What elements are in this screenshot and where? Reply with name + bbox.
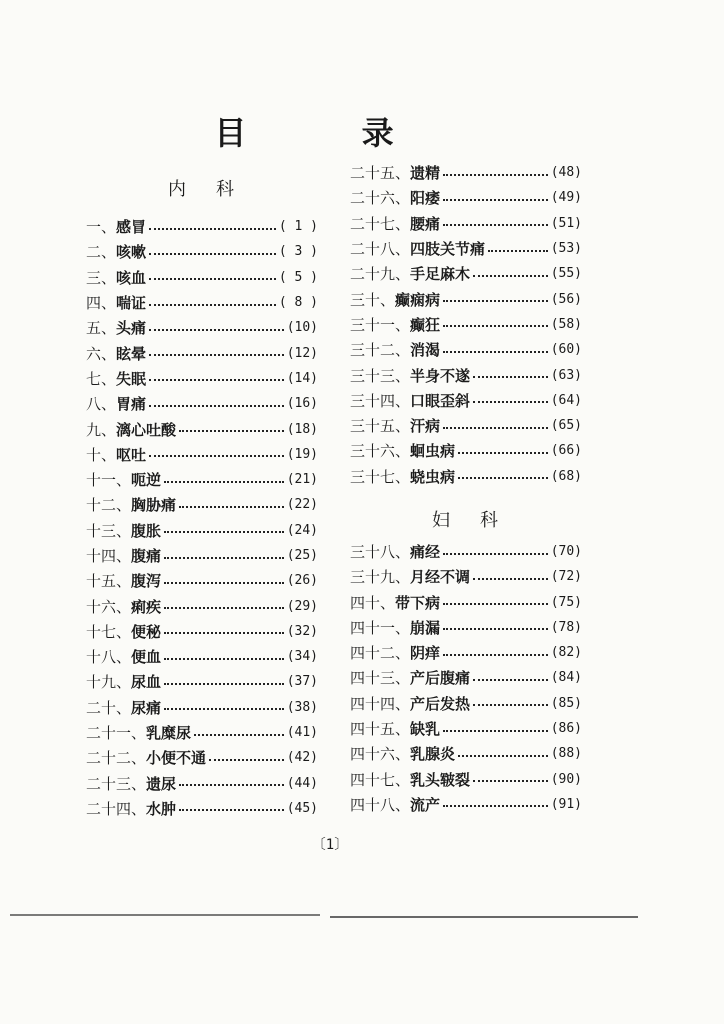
toc-entry-number: 十一、 bbox=[86, 471, 132, 490]
toc-entry-number: 三十二、 bbox=[350, 341, 411, 360]
toc-entry-page: (14) bbox=[286, 370, 318, 386]
dot-leader bbox=[443, 628, 548, 630]
toc-entry-page: (29) bbox=[286, 598, 318, 614]
toc-entry-number: 十二、 bbox=[86, 496, 132, 515]
dot-leader bbox=[164, 531, 284, 533]
dot-leader bbox=[149, 405, 284, 407]
toc-entry bbox=[350, 464, 582, 489]
toc-entry-number: 十五、 bbox=[86, 572, 132, 591]
dot-leader bbox=[443, 730, 548, 732]
toc-entry-number: 三十七、 bbox=[350, 467, 411, 486]
dot-leader bbox=[149, 278, 276, 280]
toc-entry bbox=[86, 214, 318, 239]
toc-entry-page: (90) bbox=[550, 771, 582, 787]
toc-entry-page: (68) bbox=[550, 468, 582, 484]
dot-leader bbox=[164, 658, 284, 660]
dot-leader bbox=[179, 809, 284, 811]
toc-entry-page: (51) bbox=[550, 215, 582, 231]
toc-entry-title: 癫痫病 bbox=[395, 290, 441, 309]
page-title: 目 录 bbox=[214, 114, 446, 152]
toc-entry-number: 四十五、 bbox=[350, 720, 411, 739]
toc-entry-number: 三十三、 bbox=[350, 366, 411, 385]
toc-entry-title: 蛲虫病 bbox=[410, 467, 456, 486]
toc-entry-number: 三十一、 bbox=[350, 315, 411, 334]
toc-entry-title: 遗精 bbox=[410, 164, 441, 183]
toc-entry-title: 消渴 bbox=[410, 341, 441, 360]
dot-leader bbox=[164, 557, 284, 559]
toc-entry-number: 二、 bbox=[86, 243, 117, 262]
toc-entry-page: (88) bbox=[550, 746, 582, 762]
toc-entry-page: (21) bbox=[286, 472, 318, 488]
dot-leader bbox=[473, 376, 548, 378]
dot-leader bbox=[179, 506, 284, 508]
toc-entry-page: (48) bbox=[550, 165, 582, 181]
toc-entry-number: 四十、 bbox=[350, 593, 396, 612]
toc-entry-page: (12) bbox=[286, 345, 318, 361]
toc-entry bbox=[86, 543, 318, 568]
toc-entry-page: (86) bbox=[550, 721, 582, 737]
toc-entry bbox=[350, 792, 582, 817]
dot-leader bbox=[194, 734, 284, 736]
dot-leader bbox=[473, 401, 548, 403]
scan-artifact-line bbox=[330, 916, 638, 918]
toc-entry-title: 口眼歪斜 bbox=[410, 391, 471, 410]
toc-entry-title: 小便不通 bbox=[146, 749, 207, 768]
toc-entry-title: 癫狂 bbox=[410, 315, 441, 334]
dot-leader bbox=[149, 455, 284, 457]
toc-entry-number: 一、 bbox=[86, 218, 117, 237]
toc-entry-page: (72) bbox=[550, 569, 582, 585]
dot-leader bbox=[473, 578, 548, 580]
toc-entry-number: 二十五、 bbox=[350, 164, 411, 183]
toc-entry-number: 八、 bbox=[86, 395, 117, 414]
toc-list-right-fuke bbox=[350, 539, 582, 817]
dot-leader bbox=[458, 452, 548, 454]
toc-entry-title: 腹胀 bbox=[131, 521, 162, 540]
toc-entry bbox=[86, 391, 318, 416]
toc-entry bbox=[350, 388, 582, 413]
toc-entry bbox=[350, 286, 582, 311]
dot-leader bbox=[164, 683, 284, 685]
toc-entry-number: 二十七、 bbox=[350, 214, 411, 233]
toc-entry-number: 十四、 bbox=[86, 547, 132, 565]
toc-entry-title: 腰痛 bbox=[410, 214, 441, 233]
toc-entry bbox=[86, 442, 318, 467]
toc-entry-number: 二十一、 bbox=[86, 724, 147, 743]
dot-leader bbox=[473, 780, 548, 782]
toc-entry-number: 二十、 bbox=[86, 698, 132, 717]
toc-entry-title: 缺乳 bbox=[410, 720, 441, 739]
toc-entry-number: 二十八、 bbox=[350, 240, 411, 259]
toc-entry-title: 感冒 bbox=[116, 218, 147, 237]
toc-entry-title: 痛经 bbox=[410, 543, 441, 561]
toc-entry-page: (24) bbox=[286, 522, 318, 538]
dot-leader bbox=[473, 275, 548, 277]
toc-entry bbox=[86, 568, 318, 593]
toc-entry-number: 九、 bbox=[86, 420, 117, 439]
dot-leader bbox=[209, 759, 284, 761]
toc-entry-title: 半身不遂 bbox=[410, 366, 471, 385]
toc-entry bbox=[86, 492, 318, 517]
toc-entry bbox=[86, 695, 318, 720]
toc-entry-number: 四十二、 bbox=[350, 644, 411, 663]
toc-entry bbox=[86, 669, 318, 694]
dot-leader bbox=[149, 329, 284, 331]
toc-entry-page: (91) bbox=[550, 796, 582, 812]
toc-entry-title: 呃逆 bbox=[131, 471, 162, 490]
page-number: 〔1〕 bbox=[311, 837, 349, 853]
toc-entry bbox=[86, 315, 318, 340]
toc-entry-title: 漓心吐酸 bbox=[116, 420, 177, 439]
toc-entry-title: 四肢关节痛 bbox=[410, 240, 486, 259]
toc-entry-title: 咳血 bbox=[116, 268, 147, 287]
toc-entry-page: (38) bbox=[286, 699, 318, 715]
toc-entry-page: (75) bbox=[550, 594, 582, 610]
toc-entry-page: (32) bbox=[286, 623, 318, 639]
toc-entry-title: 流产 bbox=[410, 795, 441, 814]
toc-entry-page: (37) bbox=[286, 674, 318, 690]
toc-entry-page: (56) bbox=[550, 291, 582, 307]
toc-entry-number: 二十三、 bbox=[86, 774, 147, 793]
toc-entry-number: 四十一、 bbox=[350, 618, 411, 637]
toc-entry-number: 三十四、 bbox=[350, 391, 411, 410]
toc-entry-title: 眩晕 bbox=[116, 344, 147, 363]
toc-entry-title: 带下病 bbox=[395, 593, 441, 612]
toc-entry-page: (60) bbox=[550, 342, 582, 358]
toc-entry bbox=[350, 236, 582, 261]
dot-leader bbox=[179, 430, 284, 432]
toc-entry-title: 咳嗽 bbox=[116, 243, 147, 262]
scan-artifact-line bbox=[10, 914, 320, 916]
toc-entry-number: 三十八、 bbox=[350, 543, 411, 561]
toc-entry bbox=[86, 265, 318, 290]
dot-leader bbox=[458, 477, 548, 479]
toc-entry bbox=[350, 767, 582, 792]
toc-entry-number: 三十五、 bbox=[350, 417, 411, 436]
toc-entry-number: 十三、 bbox=[86, 521, 132, 540]
toc-entry bbox=[350, 589, 582, 614]
toc-entry-title: 便秘 bbox=[131, 622, 162, 641]
toc-entry bbox=[350, 716, 582, 741]
toc-entry-number: 二十九、 bbox=[350, 265, 411, 284]
toc-entry-title: 胸胁痛 bbox=[131, 496, 177, 515]
toc-entry-number: 七、 bbox=[86, 369, 117, 388]
toc-entry bbox=[350, 741, 582, 766]
toc-entry bbox=[350, 362, 582, 387]
toc-entry bbox=[350, 564, 582, 589]
toc-entry-title: 崩漏 bbox=[410, 618, 441, 637]
dot-leader bbox=[149, 379, 284, 381]
toc-entry bbox=[350, 438, 582, 463]
toc-entry bbox=[350, 615, 582, 640]
toc-entry-number: 十七、 bbox=[86, 622, 132, 641]
toc-entry-title: 便血 bbox=[131, 648, 162, 667]
toc-entry bbox=[350, 261, 582, 286]
toc-entry-page: (26) bbox=[286, 573, 318, 589]
dot-leader bbox=[443, 351, 548, 353]
toc-entry-page: (16) bbox=[286, 396, 318, 412]
dot-leader bbox=[443, 174, 548, 176]
toc-entry-number: 六、 bbox=[86, 344, 117, 363]
toc-entry-number: 四十八、 bbox=[350, 795, 411, 814]
dot-leader bbox=[443, 199, 548, 201]
toc-entry bbox=[86, 771, 318, 796]
toc-list-right-neike bbox=[350, 160, 582, 489]
toc-entry-title: 产后发热 bbox=[410, 694, 471, 713]
toc-entry bbox=[86, 518, 318, 543]
toc-entry-page: (22) bbox=[286, 497, 318, 513]
dot-leader bbox=[473, 704, 548, 706]
toc-entry-page: (85) bbox=[550, 695, 582, 711]
toc-entry-title: 胃痛 bbox=[116, 395, 147, 414]
toc-entry bbox=[86, 416, 318, 441]
toc-entry-number: 二十二、 bbox=[86, 749, 147, 768]
dot-leader bbox=[164, 708, 284, 710]
toc-entry-title: 乳腺炎 bbox=[410, 745, 456, 764]
dot-leader bbox=[443, 224, 548, 226]
toc-entry-page: (25) bbox=[286, 548, 318, 563]
dot-leader bbox=[443, 300, 548, 302]
toc-entry bbox=[86, 796, 318, 821]
dot-leader bbox=[443, 805, 548, 807]
toc-entry bbox=[86, 644, 318, 669]
toc-entry-page: (58) bbox=[550, 316, 582, 332]
toc-entry-title: 呕吐 bbox=[116, 445, 147, 464]
toc-entry-page: (65) bbox=[550, 418, 582, 434]
toc-entry-page: (49) bbox=[550, 190, 582, 206]
toc-entry-title: 喘证 bbox=[116, 294, 147, 313]
toc-entry-title: 头痛 bbox=[116, 319, 147, 338]
dot-leader bbox=[164, 632, 284, 634]
toc-entry-number: 四、 bbox=[86, 294, 117, 313]
toc-entry-title: 痢疾 bbox=[131, 597, 162, 616]
toc-entry-title: 月经不调 bbox=[410, 568, 471, 587]
toc-entry bbox=[86, 290, 318, 315]
toc-entry bbox=[86, 366, 318, 391]
toc-entry bbox=[86, 745, 318, 770]
toc-entry-number: 十六、 bbox=[86, 597, 132, 616]
toc-entry-page: (82) bbox=[550, 645, 582, 661]
toc-entry-number: 四十三、 bbox=[350, 669, 411, 688]
toc-entry-page: (44) bbox=[286, 775, 318, 791]
toc-entry-number: 十九、 bbox=[86, 673, 132, 692]
toc-entry-page: ( 8 ) bbox=[278, 295, 318, 311]
toc-entry-number: 四十六、 bbox=[350, 745, 411, 764]
toc-entry bbox=[350, 337, 582, 362]
toc-entry-number: 三十九、 bbox=[350, 568, 411, 587]
toc-entry-number: 五、 bbox=[86, 319, 117, 338]
toc-entry-page: (84) bbox=[550, 670, 582, 686]
dot-leader bbox=[149, 228, 276, 230]
toc-entry-page: (41) bbox=[286, 725, 318, 741]
toc-entry bbox=[86, 619, 318, 644]
toc-entry bbox=[350, 539, 582, 564]
toc-entry-page: ( 5 ) bbox=[278, 269, 318, 285]
dot-leader bbox=[443, 325, 548, 327]
toc-entry-title: 腹泻 bbox=[131, 572, 162, 591]
toc-entry-page: (78) bbox=[550, 619, 582, 635]
toc-entry-title: 产后腹痛 bbox=[410, 669, 471, 688]
section-heading-neike: 内科 bbox=[168, 179, 264, 200]
toc-entry-number: 十八、 bbox=[86, 648, 132, 667]
toc-entry-title: 阴痒 bbox=[410, 644, 441, 663]
toc-entry bbox=[350, 665, 582, 690]
dot-leader bbox=[164, 607, 284, 609]
dot-leader bbox=[443, 603, 548, 605]
dot-leader bbox=[458, 755, 548, 757]
toc-entry bbox=[350, 211, 582, 236]
toc-entry-page: (66) bbox=[550, 443, 582, 459]
toc-entry-page: ( 3 ) bbox=[278, 244, 318, 260]
toc-entry-page: (70) bbox=[550, 544, 582, 559]
toc-entry-title: 尿血 bbox=[131, 673, 162, 692]
dot-leader bbox=[149, 304, 276, 306]
dot-leader bbox=[149, 354, 284, 356]
toc-entry bbox=[86, 720, 318, 745]
toc-entry-title: 乳糜尿 bbox=[146, 724, 192, 743]
toc-left-column bbox=[86, 176, 318, 821]
toc-entry bbox=[86, 593, 318, 618]
toc-entry bbox=[350, 640, 582, 665]
toc-entry-number: 三十、 bbox=[350, 290, 396, 309]
toc-entry-page: (63) bbox=[550, 367, 582, 383]
dot-leader bbox=[488, 250, 548, 252]
dot-leader bbox=[164, 481, 284, 483]
toc-entry-number: 四十四、 bbox=[350, 694, 411, 713]
dot-leader bbox=[443, 553, 548, 555]
toc-entry-page: (19) bbox=[286, 446, 318, 462]
toc-entry-page: (42) bbox=[286, 750, 318, 766]
dot-leader bbox=[164, 582, 284, 584]
toc-entry-number: 二十四、 bbox=[86, 799, 147, 818]
toc-entry-page: (53) bbox=[550, 241, 582, 257]
toc-right-column bbox=[350, 160, 582, 817]
toc-entry-page: (10) bbox=[286, 320, 318, 336]
toc-entry-page: (45) bbox=[286, 800, 318, 816]
dot-leader bbox=[149, 253, 276, 255]
toc-entry-page: ( 1 ) bbox=[278, 219, 318, 235]
toc-entry-title: 腹痛 bbox=[131, 547, 162, 565]
dot-leader bbox=[179, 784, 284, 786]
toc-entry-page: (34) bbox=[286, 649, 318, 665]
toc-entry bbox=[350, 160, 582, 185]
toc-entry-page: (55) bbox=[550, 266, 582, 282]
toc-entry-page: (64) bbox=[550, 392, 582, 408]
toc-entry-title: 乳头皲裂 bbox=[410, 770, 471, 789]
toc-list-left bbox=[86, 214, 318, 821]
toc-entry-title: 水肿 bbox=[146, 799, 177, 818]
toc-entry bbox=[350, 691, 582, 716]
toc-entry-number: 三十六、 bbox=[350, 442, 411, 461]
dot-leader bbox=[443, 427, 548, 429]
toc-entry bbox=[350, 413, 582, 438]
toc-entry-number: 十、 bbox=[86, 445, 117, 464]
toc-entry bbox=[86, 239, 318, 264]
toc-entry-title: 汗病 bbox=[410, 417, 441, 436]
dot-leader bbox=[473, 679, 548, 681]
section-heading-fuke: 妇科 bbox=[432, 509, 528, 531]
toc-entry-title: 尿痛 bbox=[131, 698, 162, 717]
toc-entry-title: 手足麻木 bbox=[410, 265, 471, 284]
toc-entry bbox=[86, 467, 318, 492]
toc-entry bbox=[86, 340, 318, 365]
toc-entry-number: 四十七、 bbox=[350, 770, 411, 789]
toc-entry bbox=[350, 185, 582, 210]
toc-entry-page: (18) bbox=[286, 421, 318, 437]
toc-entry-title: 遗尿 bbox=[146, 774, 177, 793]
toc-entry-title: 阳痿 bbox=[410, 189, 441, 208]
toc-entry-number: 二十六、 bbox=[350, 189, 411, 208]
dot-leader bbox=[443, 654, 548, 656]
toc-entry bbox=[350, 312, 582, 337]
toc-entry-number: 三、 bbox=[86, 268, 117, 287]
toc-entry-title: 失眠 bbox=[116, 369, 147, 388]
toc-entry-title: 蛔虫病 bbox=[410, 442, 456, 461]
